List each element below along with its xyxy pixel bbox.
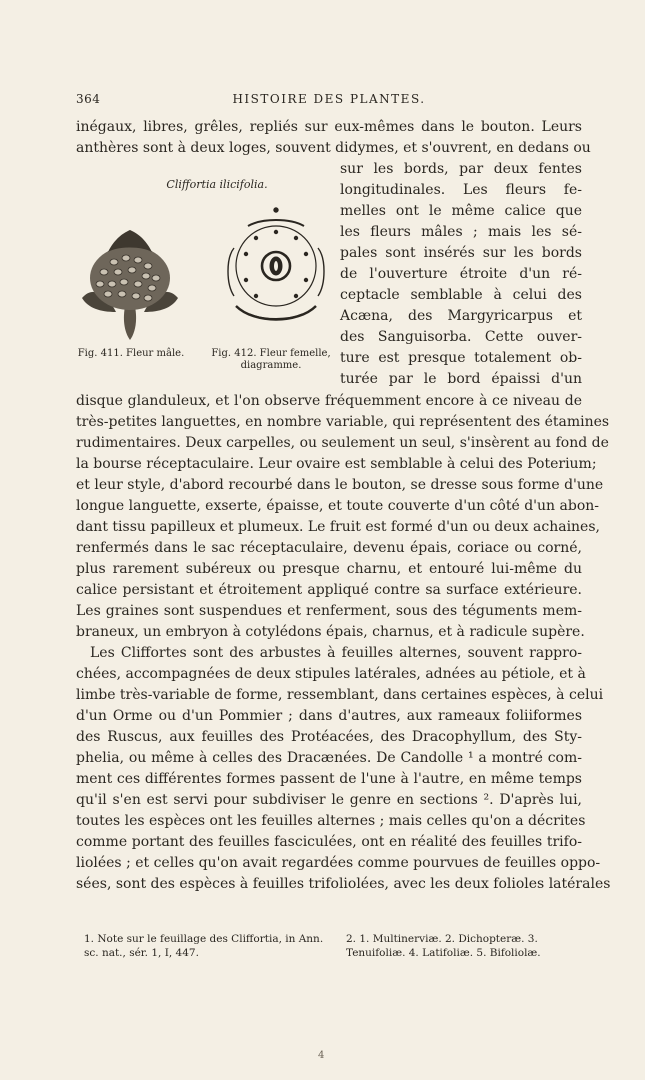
page-signature-mark: 4 [318, 1050, 325, 1061]
page-header [76, 92, 582, 108]
footnote-2: 2. 1. Multinerviæ. 2. Dichopteræ. 3. Tenuifoliæ. 4. Latifoliæ. 5. Bifoliolæ. [346, 933, 541, 959]
footnote-1: 1. Note sur le feuillage des Cliffortia, in Ann. sc. nat., sér. 1, I, 447. [84, 933, 324, 959]
text-line: sées, sont des espèces à feuilles trifoliolées, avec les deux folioles latérales [76, 876, 611, 892]
text-line: des Sanguisorba. Cette ouver- [340, 329, 582, 345]
page-number: 364 [76, 92, 101, 106]
text-line: limbe très-variable de forme, ressemblant, dans certaines espèces, à celui [76, 687, 604, 703]
text-line: et leur style, d'abord recourbé dans le bouton, se dresse sous forme d'une [76, 477, 604, 493]
text-line: qu'il s'en est servi pour subdiviser le genre en sections ². D'après lui, [76, 792, 582, 808]
text-line: melles ont le même calice que [340, 203, 582, 219]
text-line: très-petites languettes, en nombre variable, qui représentent des étamines [76, 414, 610, 430]
text-line: sur les bords, par deux fentes [340, 161, 582, 177]
text-line: calice persistant et étroitement appliqué contre sa surface extérieure. [76, 582, 582, 598]
text-line: dant tissu papilleux et plumeux. Le fruit est formé d'un ou deux achaines, [76, 519, 600, 535]
text-line: inégaux, libres, grêles, repliés sur eux-mêmes dans le bouton. Leurs [76, 119, 582, 135]
text-line: Acæna, des Margyricarpus et [340, 308, 582, 324]
text-line: ture est presque totalement ob- [340, 350, 582, 366]
text-line: ceptacle semblable à celui des [340, 287, 582, 303]
text-line: renfermés dans le sac réceptaculaire, devenu épais, coriace ou corné, [76, 540, 582, 556]
fig411-caption: Fig. 411. Fleur mâle. [77, 348, 185, 359]
text-line: disque glanduleux, et l'on observe fréquemment encore à ce niveau de [76, 393, 582, 409]
text-line: comme portant des feuilles fasciculées, ont en réalité des feuilles trifo- [76, 834, 582, 850]
text-line: rudimentaires. Deux carpelles, ou seulement un seul, s'insèrent au fond de [76, 435, 609, 451]
text-line: pales sont insérés sur les bords [340, 245, 582, 261]
text-line: plus rarement subéreux ou presque charnu, et entouré lui-même du [76, 561, 582, 577]
text-line: phelia, ou même à celles des Dracænées. De Candolle ¹ a montré com- [76, 750, 582, 766]
text-line: longue languette, exserte, épaisse, et toute couverte d'un côté d'un abon- [76, 498, 599, 514]
text-line: les fleurs mâles ; mais les sé- [340, 224, 582, 240]
text-line: d'un Orme ou d'un Pommier ; dans d'autres, aux rameaux foliiformes [76, 708, 582, 724]
text-line: ment ces différentes formes passent de l'une à l'autre, en même temps [76, 771, 582, 787]
text-line: turée par le bord épaissi d'un [340, 371, 582, 387]
text-line: longitudinales. Les fleurs fe- [340, 182, 582, 198]
fig412-caption: Fig. 412. Fleur femelle, diagramme. [211, 348, 331, 371]
text-line: de l'ouverture étroite d'un ré- [340, 266, 582, 282]
text-line: anthères sont à deux loges, souvent didymes, et s'ouvrent, en dedans ou [76, 140, 591, 156]
text-line: chées, accompagnées de deux stipules latérales, adnées au pétiole, et à [76, 666, 586, 682]
text-line: Les Cliffortes sont des arbustes à feuilles alternes, souvent rappro- [90, 645, 582, 661]
text-line: Les graines sont suspendues et renferment, sous des téguments mem- [76, 603, 582, 619]
fig412-female-flower-diagram [196, 196, 356, 346]
text-line: des Ruscus, aux feuilles des Protéacées, des Dracophyllum, des Sty- [76, 729, 582, 745]
text-line: braneux, un embryon à cotylédons épais, charnus, et à radicule supère. [76, 624, 585, 640]
running-title: HISTOIRE DES PLANTES. [232, 92, 426, 106]
text-line: liolées ; et celles qu'on avait regardées comme pourvues de feuilles oppo- [76, 855, 601, 871]
text-line: la bourse réceptaculaire. Leur ovaire est semblable à celui des Poterium; [76, 456, 597, 472]
figure-title: Cliffortia ilicifolia. [166, 178, 268, 191]
text-line: toutes les espèces ont les feuilles alternes ; mais celles qu'on a décrites [76, 813, 586, 829]
fig411-male-flower-illustration [74, 228, 186, 346]
